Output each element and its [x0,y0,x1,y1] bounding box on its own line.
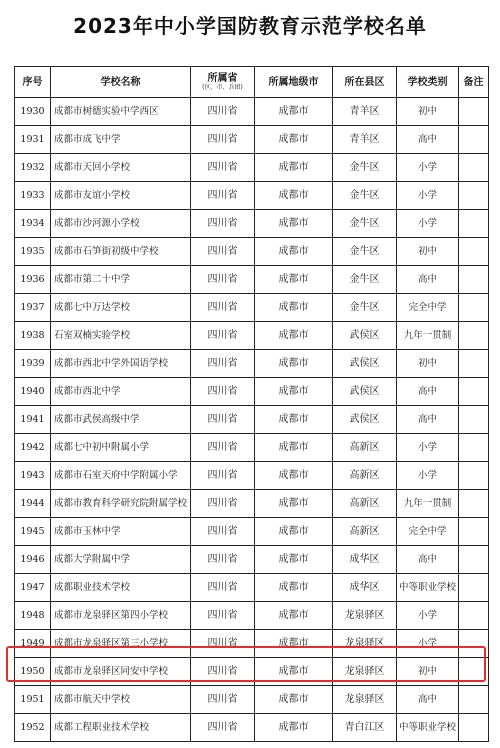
cell-county: 青白江区 [333,714,397,742]
cell-school-type: 初中 [397,238,459,266]
cell-city: 成都市 [255,322,333,350]
cell-school-type: 九年一贯制 [397,490,459,518]
cell-school-type: 小学 [397,434,459,462]
cell-school-type: 小学 [397,630,459,658]
cell-school-type: 初中 [397,350,459,378]
cell-county: 金牛区 [333,238,397,266]
cell-no: 1947 [15,574,51,602]
cell-no: 1943 [15,462,51,490]
cell-remark [459,322,489,350]
cell-no: 1932 [15,154,51,182]
cell-remark [459,378,489,406]
table-row [15,574,489,602]
cell-province: 四川省 [191,266,255,294]
cell-school-type: 初中 [397,658,459,686]
cell-county: 金牛区 [333,294,397,322]
cell-school-name: 成都七中初中附属小学 [51,434,191,462]
cell-remark [459,714,489,742]
cell-no: 1937 [15,294,51,322]
cell-school-name: 成都市成飞中学 [51,126,191,154]
cell-no: 1930 [15,98,51,126]
cell-county: 高新区 [333,518,397,546]
cell-remark [459,154,489,182]
cell-city: 成都市 [255,350,333,378]
cell-school-type: 高中 [397,266,459,294]
cell-school-name: 成都市友谊小学校 [51,182,191,210]
cell-county: 龙泉驿区 [333,686,397,714]
cell-remark [459,546,489,574]
cell-no: 1949 [15,630,51,658]
cell-city: 成都市 [255,490,333,518]
cell-province: 四川省 [191,294,255,322]
cell-city: 成都市 [255,238,333,266]
cell-school-name: 成都工程职业技术学校 [51,714,191,742]
cell-city: 成都市 [255,630,333,658]
cell-remark [459,686,489,714]
cell-province: 四川省 [191,154,255,182]
cell-province: 四川省 [191,602,255,630]
header-province-sub: (区、市、兵团) [202,83,243,91]
cell-remark [459,406,489,434]
table-body [15,98,489,742]
cell-city: 成都市 [255,294,333,322]
cell-county: 高新区 [333,434,397,462]
cell-no: 1931 [15,126,51,154]
cell-city: 成都市 [255,406,333,434]
cell-remark [459,266,489,294]
cell-province: 四川省 [191,686,255,714]
cell-county: 武侯区 [333,378,397,406]
cell-county: 青羊区 [333,126,397,154]
cell-city: 成都市 [255,574,333,602]
table-row [15,238,489,266]
header-type: 学校类别 [397,67,459,98]
cell-school-type: 小学 [397,462,459,490]
cell-remark [459,98,489,126]
cell-school-name: 成都市第二十中学 [51,266,191,294]
cell-city: 成都市 [255,714,333,742]
cell-county: 金牛区 [333,182,397,210]
cell-county: 成华区 [333,574,397,602]
cell-remark [459,602,489,630]
table-row [15,378,489,406]
table-row [15,686,489,714]
cell-school-name: 成都市武侯高级中学 [51,406,191,434]
cell-remark [459,658,489,686]
cell-school-name: 成都市航天中学校 [51,686,191,714]
cell-school-name: 成都市沙河源小学校 [51,210,191,238]
cell-school-type: 中等职业学校 [397,714,459,742]
header-name: 学校名称 [51,67,191,98]
cell-no: 1936 [15,266,51,294]
cell-remark [459,294,489,322]
cell-remark [459,210,489,238]
cell-county: 金牛区 [333,210,397,238]
cell-city: 成都市 [255,546,333,574]
cell-no: 1941 [15,406,51,434]
cell-province: 四川省 [191,378,255,406]
cell-no: 1940 [15,378,51,406]
cell-remark [459,350,489,378]
cell-county: 金牛区 [333,154,397,182]
cell-county: 青羊区 [333,98,397,126]
table-row [15,322,489,350]
cell-school-type: 小学 [397,602,459,630]
cell-county: 金牛区 [333,266,397,294]
cell-province: 四川省 [191,98,255,126]
cell-no: 1946 [15,546,51,574]
cell-city: 成都市 [255,126,333,154]
cell-no: 1942 [15,434,51,462]
cell-province: 四川省 [191,182,255,210]
cell-province: 四川省 [191,574,255,602]
table-row [15,294,489,322]
cell-school-type: 九年一贯制 [397,322,459,350]
cell-province: 四川省 [191,658,255,686]
cell-city: 成都市 [255,462,333,490]
cell-no: 1950 [15,658,51,686]
cell-school-name: 成都七中万达学校 [51,294,191,322]
cell-county: 高新区 [333,462,397,490]
cell-remark [459,490,489,518]
cell-county: 武侯区 [333,350,397,378]
cell-school-name: 成都市西北中学 [51,378,191,406]
table-row [15,210,489,238]
cell-province: 四川省 [191,210,255,238]
table-row [15,266,489,294]
cell-province: 四川省 [191,406,255,434]
cell-city: 成都市 [255,434,333,462]
cell-no: 1935 [15,238,51,266]
cell-school-name: 成都市石笋街初级中学校 [51,238,191,266]
cell-no: 1939 [15,350,51,378]
cell-province: 四川省 [191,714,255,742]
school-list-table [14,66,489,742]
cell-school-type: 小学 [397,210,459,238]
cell-no: 1951 [15,686,51,714]
cell-school-type: 高中 [397,686,459,714]
cell-school-type: 完全中学 [397,518,459,546]
cell-province: 四川省 [191,630,255,658]
table-row [15,602,489,630]
table-row [15,518,489,546]
cell-remark [459,434,489,462]
table-row [15,350,489,378]
cell-no: 1948 [15,602,51,630]
cell-school-type: 初中 [397,98,459,126]
cell-city: 成都市 [255,658,333,686]
cell-school-type: 小学 [397,154,459,182]
cell-city: 成都市 [255,518,333,546]
cell-city: 成都市 [255,182,333,210]
table-row [15,490,489,518]
cell-school-name: 成都市龙泉驿区同安中学校 [51,658,191,686]
cell-school-name: 成都职业技术学校 [51,574,191,602]
cell-province: 四川省 [191,350,255,378]
cell-county: 龙泉驿区 [333,602,397,630]
cell-city: 成都市 [255,266,333,294]
table-row [15,546,489,574]
cell-province: 四川省 [191,126,255,154]
cell-school-name: 成都市玉林中学 [51,518,191,546]
cell-school-name: 成都市石室天府中学附属小学 [51,462,191,490]
cell-province: 四川省 [191,490,255,518]
cell-no: 1952 [15,714,51,742]
cell-school-name: 成都市龙泉驿区第三小学校 [51,630,191,658]
header-city: 所属地级市 [255,67,333,98]
cell-no: 1944 [15,490,51,518]
table-row [15,154,489,182]
header-county: 所在县区 [333,67,397,98]
cell-remark [459,630,489,658]
cell-county: 武侯区 [333,406,397,434]
cell-county: 成华区 [333,546,397,574]
cell-city: 成都市 [255,602,333,630]
cell-city: 成都市 [255,98,333,126]
cell-county: 高新区 [333,490,397,518]
cell-remark [459,126,489,154]
cell-remark [459,518,489,546]
table-row [15,658,489,686]
cell-city: 成都市 [255,154,333,182]
cell-school-type: 小学 [397,182,459,210]
cell-remark [459,238,489,266]
cell-remark [459,462,489,490]
cell-school-type: 高中 [397,406,459,434]
cell-remark [459,574,489,602]
cell-city: 成都市 [255,378,333,406]
table-header-row [15,67,489,98]
cell-province: 四川省 [191,238,255,266]
table-row [15,182,489,210]
cell-school-name: 成都市天回小学校 [51,154,191,182]
cell-school-type: 完全中学 [397,294,459,322]
table-row [15,630,489,658]
table-row [15,462,489,490]
table-row [15,714,489,742]
header-no: 序号 [15,67,51,98]
cell-no: 1933 [15,182,51,210]
cell-province: 四川省 [191,518,255,546]
header-province [191,67,255,98]
cell-school-type: 高中 [397,126,459,154]
cell-province: 四川省 [191,462,255,490]
cell-school-name: 成都市龙泉驿区第四小学校 [51,602,191,630]
table-row [15,126,489,154]
cell-school-name: 成都市西北中学外国语学校 [51,350,191,378]
cell-county: 龙泉驿区 [333,630,397,658]
cell-school-name: 石室双楠实验学校 [51,322,191,350]
cell-school-name: 成都市树德实验中学西区 [51,98,191,126]
table-row [15,98,489,126]
cell-school-type: 中等职业学校 [397,574,459,602]
header-province-label: 所属省 [207,72,238,84]
cell-school-type: 高中 [397,546,459,574]
cell-school-type: 高中 [397,378,459,406]
cell-school-name: 成都市教育科学研究院附属学校 [51,490,191,518]
cell-county: 武侯区 [333,322,397,350]
cell-no: 1934 [15,210,51,238]
cell-province: 四川省 [191,434,255,462]
cell-no: 1945 [15,518,51,546]
cell-school-name: 成都大学附属中学 [51,546,191,574]
header-remark: 备注 [459,67,489,98]
table-row [15,434,489,462]
cell-province: 四川省 [191,322,255,350]
cell-province: 四川省 [191,546,255,574]
cell-no: 1938 [15,322,51,350]
cell-county: 龙泉驿区 [333,658,397,686]
cell-city: 成都市 [255,686,333,714]
table-row [15,406,489,434]
document-title: 2023年中小学国防教育示范学校名单 [73,14,427,38]
cell-remark [459,182,489,210]
cell-city: 成都市 [255,210,333,238]
